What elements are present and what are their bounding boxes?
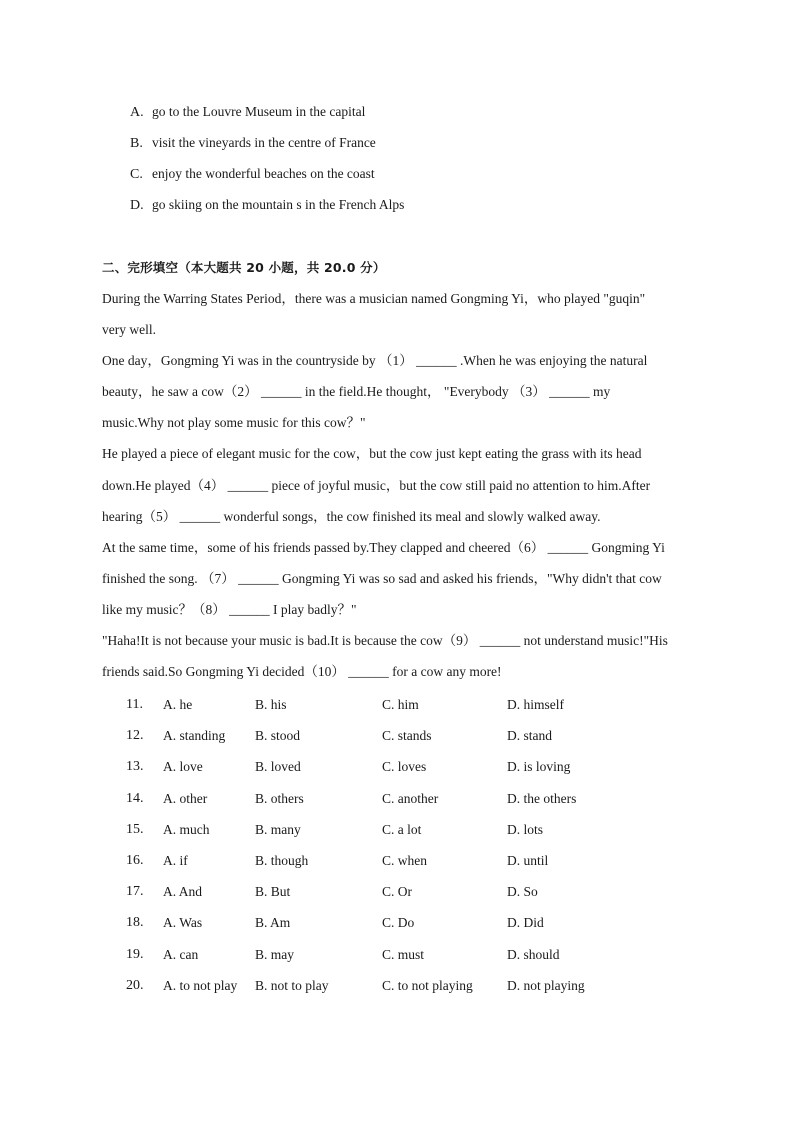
- option-c: C. a lot: [382, 821, 422, 837]
- passage-line: friends said.So Gongming Yi decided（10） ______ for a cow any more!: [102, 664, 502, 680]
- option-b: B. his: [255, 697, 287, 712]
- option-a: A. if: [163, 852, 188, 868]
- option-c: C. when: [382, 852, 427, 868]
- option-d: D. himself: [507, 697, 564, 712]
- option-row: [130, 163, 404, 194]
- passage-line: down.He played（4） ______ piece of joyful music，but the cow still paid no attention to him.After: [102, 477, 651, 493]
- passage-line: During the Warring States Period，there was a musician named Gongming Yi，who played "guqin": [102, 291, 646, 306]
- option-b: B. loved: [255, 759, 301, 775]
- option-a: A. to not play: [163, 977, 238, 993]
- passage-line: very well.: [102, 322, 156, 338]
- option-a: A. And: [163, 884, 203, 900]
- passage-line: "Haha!It is not because your music is bad.It is because the cow（9） ______ not understand music!"His: [102, 633, 668, 649]
- previous-question-options: [130, 101, 404, 225]
- passage-line: At the same time，some of his friends passed by.They clapped and cheered（6） ______ Gongming Yi: [102, 539, 665, 555]
- option-letter: D.: [130, 198, 144, 213]
- option-a: A. other: [163, 790, 208, 806]
- option-d: D. So: [507, 884, 538, 900]
- question-number: 20.: [126, 977, 144, 993]
- option-b: B. not to play: [255, 977, 329, 993]
- passage-line: He played a piece of elegant music for the cow，but the cow just kept eating the grass with its head: [102, 446, 642, 462]
- question-number: 19.: [126, 946, 144, 962]
- question-number: 17.: [126, 884, 144, 900]
- option-d: D. lots: [507, 821, 544, 837]
- option-text: go skiing on the mountain s in the French Alps: [152, 197, 405, 212]
- question-number: 11.: [126, 697, 143, 712]
- cloze-passage: [102, 287, 702, 691]
- option-a: A. much: [163, 821, 210, 837]
- option-b: B. Am: [255, 915, 291, 931]
- question-number: 13.: [126, 759, 144, 775]
- option-b: B. stood: [255, 728, 301, 744]
- passage-line: music.Why not play some music for this cow？": [102, 415, 366, 431]
- option-text: visit the vineyards in the centre of France: [152, 135, 376, 150]
- question-number: 14.: [126, 790, 144, 806]
- option-a: A. Was: [163, 915, 203, 931]
- passage-line: hearing（5） ______ wonderful songs，the cow finished its meal and slowly walked away.: [102, 508, 601, 524]
- option-row: [130, 194, 404, 225]
- option-letter: A.: [130, 105, 144, 120]
- option-a: A. he: [163, 697, 193, 712]
- option-d: D. the others: [507, 790, 577, 806]
- option-row: [130, 101, 404, 132]
- option-c: C. him: [382, 697, 419, 712]
- section-title: 二、完形填空（本大题共 20 小题，共 20.0 分）: [102, 260, 386, 275]
- option-b: B. many: [255, 821, 301, 837]
- passage-line: One day，Gongming Yi was in the countryside by （1） ______ .When he was enjoying the natural: [102, 353, 648, 369]
- option-a: A. love: [163, 759, 203, 775]
- option-d: D. stand: [507, 728, 552, 744]
- option-c: C. another: [382, 790, 439, 806]
- option-text: enjoy the wonderful beaches on the coast: [152, 166, 375, 181]
- option-a: A. can: [163, 946, 199, 962]
- option-text: go to the Louvre Museum in the capital: [152, 104, 366, 119]
- option-c: C. Do: [382, 915, 415, 931]
- option-c: C. stands: [382, 728, 432, 744]
- passage-line: finished the song. （7） ______ Gongming Yi was so sad and asked his friends，"Why didn't that cow: [102, 570, 662, 586]
- passage-line: like my music？（8） ______ I play badly？": [102, 601, 357, 617]
- question-number: 16.: [126, 852, 144, 868]
- option-c: C. loves: [382, 759, 427, 775]
- option-c: C. to not playing: [382, 977, 473, 993]
- option-c: C. must: [382, 946, 425, 962]
- question-number: 18.: [126, 915, 144, 931]
- option-d: D. should: [507, 946, 560, 962]
- option-c: C. Or: [382, 884, 412, 900]
- option-d: D. until: [507, 852, 549, 868]
- option-b: B. may: [255, 946, 294, 962]
- option-d: D. is loving: [507, 759, 571, 775]
- option-row: [130, 132, 404, 163]
- question-number: 15.: [126, 821, 144, 837]
- option-b: B. though: [255, 852, 309, 868]
- option-b: B. others: [255, 790, 304, 806]
- question-number: 12.: [126, 728, 144, 744]
- option-d: D. Did: [507, 915, 544, 931]
- option-a: A. standing: [163, 728, 226, 744]
- passage-line: beauty，he saw a cow（2） ______ in the field.He thought， "Everybody （3） ______ my: [102, 384, 611, 400]
- option-letter: C.: [130, 167, 143, 182]
- option-d: D. not playing: [507, 977, 585, 993]
- option-letter: B.: [130, 136, 143, 151]
- option-b: B. But: [255, 884, 291, 900]
